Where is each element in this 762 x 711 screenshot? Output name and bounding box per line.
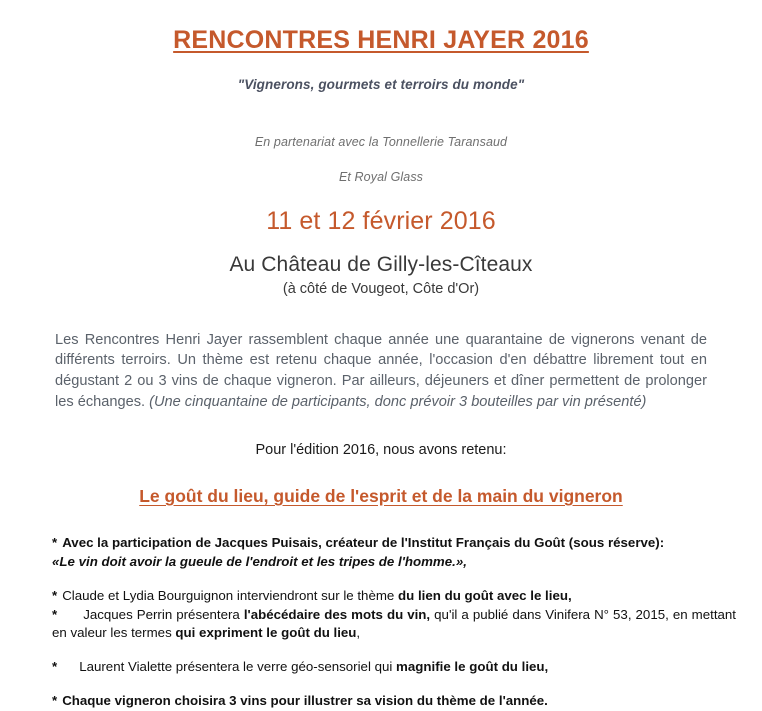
bullet-text-plain: Laurent Vialette présentera le verre géo-sensoriel qui (79, 659, 397, 675)
theme-heading (0, 458, 762, 507)
bullet-text-emphasis: Chaque vigneron choisira 3 vins pour illustrer sa vision du thème de l'année. (62, 693, 548, 709)
intro-paragraph-main: Les Rencontres Henri Jayer rassemblent chaque année une quarantaine de vignerons venant de différents terroirs. Un thème est retenu chaque année, l'occasion d'en débattre librement tout en dégustant 2 ou 3 vins de chaque vigneron. Par ailleurs, déjeuners et dîner permettent de prolonger les échanges. (55, 331, 707, 411)
bullet-text-emphasis-2: qui expriment le goût du lieu (175, 625, 357, 641)
event-venue-location: (à côté de Vougeot, Côte d'Or) (282, 280, 480, 297)
page-title (0, 0, 762, 55)
event-date: 11 et 12 février 2016 (266, 206, 496, 235)
partnership-line-2: Et Royal Glass (338, 169, 424, 184)
bullet-text-emphasis: magnifie le goût du lieu, (396, 659, 549, 675)
bullet-marker: * (52, 659, 58, 675)
document-subtitle: "Vignerons, gourmets et terroirs du monde" (237, 76, 525, 92)
bullet-text-emphasis: l'abécédaire des mots du vin, (243, 606, 431, 622)
partnership-line-1: En partenariat avec la Tonnellerie Taransaud (254, 134, 508, 149)
event-venue: Au Château de Gilly-les-Cîteaux (229, 252, 533, 276)
list-item (52, 643, 736, 677)
list-item (52, 677, 736, 711)
bullet-marker: * (52, 534, 58, 550)
intro-paragraph-italic-tail: (Une cinquantaine de participants, donc prévoir 3 bouteilles par vin présenté) (149, 394, 647, 411)
bullet-quote-line: «Le vin doit avoir la gueule de l'endroit et les tripes de l'homme.», (52, 553, 467, 569)
list-item (52, 534, 736, 572)
bullet-text-plain-3: , (356, 625, 361, 641)
list-item (52, 572, 736, 606)
bullet-marker: * (52, 693, 58, 709)
bullet-marker: * (52, 587, 58, 603)
lead-in-text: Pour l'édition 2016, nous avons retenu: (255, 441, 507, 458)
page-title-text: RENCONTRES HENRI JAYER 2016 (173, 26, 589, 54)
program-bullet-list (0, 507, 762, 711)
bullet-line-1: Avec la participation de Jacques Puisais, créateur de l'Institut Français du Goût (sous réserve): (62, 534, 665, 550)
theme-heading-text: Le goût du lieu, guide de l'esprit et de la main du vigneron (139, 485, 623, 506)
bullet-text-emphasis: du lien du goût avec le lieu, (398, 587, 572, 603)
bullet-text-plain-2: qu'il a publié dans Vinifera N° 53, 2015, en mettant en valeur les termes (52, 606, 736, 641)
intro-paragraph (55, 297, 707, 413)
bullet-text-plain: Jacques Perrin présentera (83, 606, 244, 622)
bullet-text-plain: Claude et Lydia Bourguignon interviendront sur le thème (62, 587, 399, 603)
list-item (52, 606, 736, 644)
bullet-marker: * (52, 606, 58, 622)
